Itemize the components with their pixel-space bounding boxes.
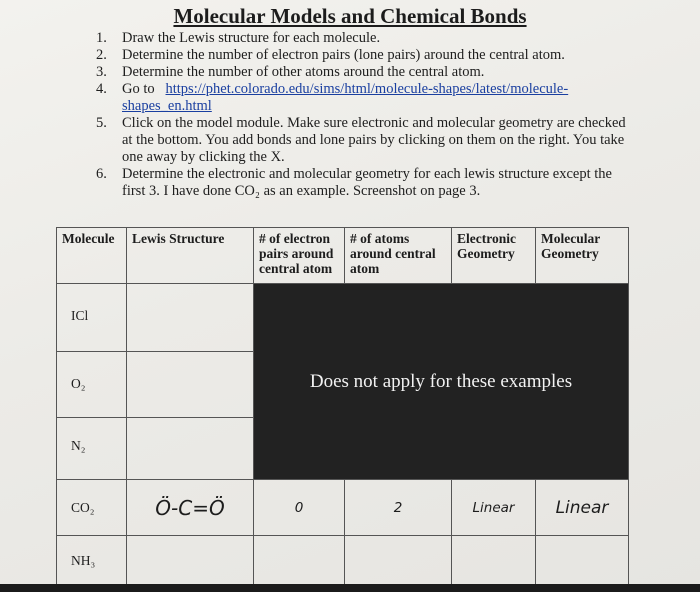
molecule-cell: NH₃ — [57, 536, 127, 586]
bottom-edge-shadow — [0, 584, 700, 592]
step-4 — [96, 81, 626, 115]
step-number: 1. — [96, 30, 107, 46]
step-5 — [96, 115, 626, 166]
instructions-list — [96, 30, 626, 200]
lewis-cell[interactable] — [127, 536, 254, 586]
molecule-cell: ICl — [57, 284, 127, 352]
not-apply-block — [254, 284, 629, 480]
molecular-geometry-cell[interactable] — [536, 536, 629, 586]
table-row — [57, 284, 629, 352]
not-apply-text: Does not apply for these examples — [309, 370, 573, 392]
step-2 — [96, 47, 626, 64]
step-text: Determine the number of electron pairs (lone pairs) around the central atom. — [122, 47, 565, 63]
header-electronic-geometry: Electronic Geometry — [452, 228, 536, 284]
header-lewis-structure: Lewis Structure — [127, 228, 254, 284]
step-text: Determine the electronic and molecular geometry for each lewis structure except the first 3. I have done CO₂ as an example. Screenshot on page 3. — [122, 166, 612, 199]
molecule-cell: CO₂ — [57, 480, 127, 536]
step-number: 3. — [96, 64, 107, 80]
electronic-geometry-cell[interactable]: Linear — [452, 480, 536, 536]
step-6 — [96, 166, 626, 200]
page-title: Molecular Models and Chemical Bonds — [173, 4, 527, 28]
step-1 — [96, 30, 626, 47]
table-header-row — [57, 228, 629, 284]
phet-link[interactable]: https://phet.colorado.edu/sims/html/molecule-shapes/latest/molecule-shapes_en.html — [122, 81, 569, 114]
molecule-cell: N₂ — [57, 418, 127, 480]
step-number: 5. — [96, 115, 107, 131]
header-molecular-geometry: Molecular Geometry — [536, 228, 629, 284]
table-row — [57, 480, 629, 536]
molecule-table — [56, 227, 629, 586]
lewis-cell[interactable]: Ö-C=Ö — [127, 480, 254, 536]
step-3 — [96, 64, 626, 81]
electronic-geometry-cell[interactable] — [452, 536, 536, 586]
header-atoms-around: # of atoms around central atom — [345, 228, 452, 284]
molecule-cell: O₂ — [57, 352, 127, 418]
step-text: Go to — [122, 81, 155, 97]
atoms-around-cell[interactable]: 2 — [345, 480, 452, 536]
step-number: 2. — [96, 47, 107, 63]
header-electron-pairs: # of electron pairs around central atom — [254, 228, 345, 284]
electron-pairs-cell[interactable]: 0 — [254, 480, 345, 536]
electron-pairs-cell[interactable] — [254, 536, 345, 586]
step-text: Draw the Lewis structure for each molecule. — [122, 30, 381, 46]
lewis-cell[interactable] — [127, 352, 254, 418]
atoms-around-cell[interactable] — [345, 536, 452, 586]
molecular-geometry-cell[interactable]: Linear — [536, 480, 629, 536]
step-number: 4. — [96, 81, 107, 97]
step-text: Determine the number of other atoms around the central atom. — [122, 64, 485, 80]
lewis-cell[interactable] — [127, 284, 254, 352]
lewis-cell[interactable] — [127, 418, 254, 480]
table-row — [57, 536, 629, 586]
header-molecule: Molecule — [57, 228, 127, 284]
step-text: Click on the model module. Make sure electronic and molecular geometry are checked at the bottom. You add bonds and lone pairs by clicking on them on the right. You take one away by clicking the X. — [122, 115, 626, 165]
step-number: 6. — [96, 166, 107, 182]
